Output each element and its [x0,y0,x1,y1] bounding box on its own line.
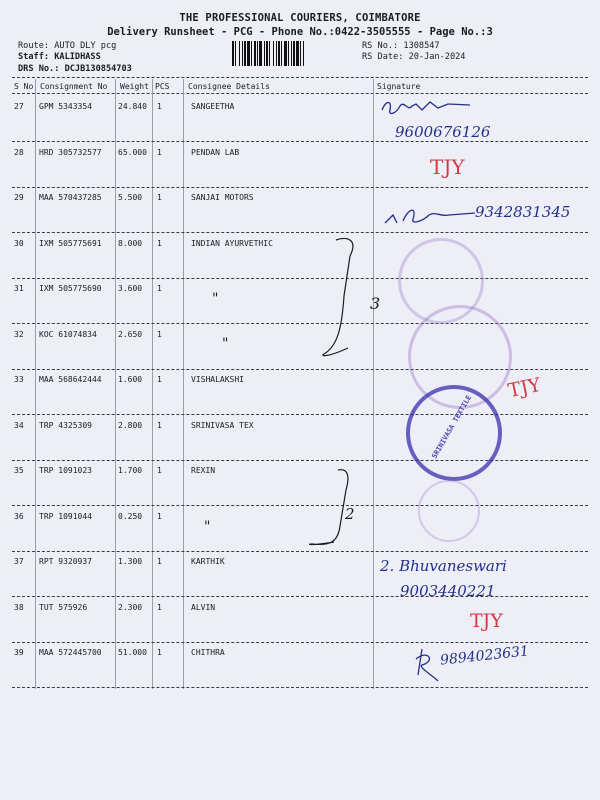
row-consignment-number: KOC 61074834 [39,330,97,339]
row-consignee: PENDAN LAB [191,148,240,157]
column-header-weight: Weight [120,82,149,91]
column-header-sno: S No [14,82,34,91]
row-divider [12,141,588,142]
row-divider [12,460,588,461]
row-divider [12,232,588,233]
signature-scribble-icon [412,645,442,685]
row-pcs: 1 [157,375,162,384]
row-sno: 35 [14,466,24,475]
handwritten-mark: 2 [345,505,355,523]
row-divider [12,278,588,279]
row-sno: 30 [14,239,24,248]
row-pcs: 1 [157,284,162,293]
route: Route: AUTO DLY pcg [18,41,117,51]
header-rule-bottom [12,93,588,94]
row-consignee: ALVIN [191,603,216,612]
row-consignment-number: TUT 575926 [39,603,88,612]
staff: Staff: KALIDHASS [18,52,101,62]
column-divider [115,79,116,689]
row-sno: 32 [14,330,24,339]
row-sno: 29 [14,193,24,202]
drs-number: DRS No.: DCJB130854703 [18,64,132,74]
row-weight: 1.700 [118,466,143,475]
handwritten-name: 2. Bhuvaneswari [380,557,507,575]
ditto-mark: " [204,519,211,535]
ditto-mark: " [212,291,219,307]
row-weight: 24.840 [118,102,147,111]
row-pcs: 1 [157,148,162,157]
row-consignee: KARTHIK [191,557,225,566]
column-divider [152,79,153,689]
row-divider [12,596,588,597]
column-header-consignee: Consignee Details [188,82,270,91]
column-divider [373,79,374,689]
row-consignment-number: HRD 305732577 [39,148,102,157]
row-sno: 38 [14,603,24,612]
row-sno: 27 [14,102,24,111]
row-divider [12,323,588,324]
row-weight: 2.800 [118,421,143,430]
row-consignee: INDIAN AYURVETHIC [191,239,273,248]
row-pcs: 1 [157,648,162,657]
row-sno: 39 [14,648,24,657]
row-pcs: 1 [157,512,162,521]
rs-number: RS No.: 1308547 [362,41,440,51]
row-consignee: CHITHRA [191,648,225,657]
row-consignment-number: IXM 505775690 [39,284,102,293]
row-divider [12,642,588,643]
row-pcs: 1 [157,557,162,566]
row-weight: 5.500 [118,193,143,202]
row-consignee: SRINIVASA TEX [191,421,254,430]
row-consignment-number: TRP 1091044 [39,512,92,521]
row-pcs: 1 [157,102,162,111]
row-weight: 8.000 [118,239,143,248]
bracket-mark-icon [300,466,370,550]
row-consignment-number: RPT 9320937 [39,557,92,566]
row-sno: 36 [14,512,24,521]
handwritten-initials: TJY [430,155,465,179]
row-weight: 51.000 [118,648,147,657]
row-consignment-number: MAA 572445700 [39,648,102,657]
row-consignment-number: MAA 568642444 [39,375,102,384]
row-weight: 1.600 [118,375,143,384]
row-consignee: VISHALAKSHI [191,375,244,384]
signature-scribble [383,205,478,232]
handwritten-mark: 3 [370,294,381,313]
row-consignee: SANJAI MOTORS [191,193,254,202]
signature-scribble-icon [383,205,478,229]
row-weight: 3.600 [118,284,143,293]
row-weight: 1.300 [118,557,143,566]
srinivasa-stamp [406,385,502,481]
row-weight: 65.000 [118,148,147,157]
row-consignment-number: MAA 570437285 [39,193,102,202]
column-header-signature: Signature [377,82,421,91]
row-pcs: 1 [157,466,162,475]
row-divider [12,551,588,552]
round-stamp [418,480,480,542]
row-pcs: 1 [157,421,162,430]
column-divider [183,79,184,689]
row-divider [12,687,588,688]
column-divider [35,79,36,689]
row-weight: 2.300 [118,603,143,612]
signature-scribble [378,96,473,124]
column-header-pcs: PCS [155,82,170,91]
barcode [232,41,351,66]
signature-scribble [412,645,442,688]
row-consignment-number: TRP 4325309 [39,421,92,430]
runsheet-title: Delivery Runsheet - PCG - Phone No.:0422-3505555 - Page No.:3 [107,26,493,38]
column-header-consignment: Consignment No [40,82,108,91]
row-pcs: 1 [157,239,162,248]
company-name: THE PROFESSIONAL COURIERS, COIMBATORE [179,12,421,24]
row-consignment-number: TRP 1091023 [39,466,92,475]
signature-scribble-icon [378,96,473,120]
row-sno: 34 [14,421,24,430]
row-weight: 0.250 [118,512,143,521]
row-pcs: 1 [157,193,162,202]
handwritten-phone: 9342831345 [475,203,571,221]
row-weight: 2.650 [118,330,143,339]
stamp-text: SRINIVASA TEXTILE [430,393,474,461]
handwritten-phone: 9894023631 [439,643,530,669]
row-consignee: REXIN [191,466,216,475]
row-sno: 31 [14,284,24,293]
row-consignment-number: GPM 5343354 [39,102,92,111]
bracket-mark-icon [318,236,396,360]
row-divider [12,187,588,188]
handwritten-phone: 9003440221 [400,582,496,600]
row-consignee: SANGEETHA [191,102,235,111]
row-consignment-number: IXM 505775691 [39,239,102,248]
row-sno: 33 [14,375,24,384]
handwritten-phone: 9600676126 [395,123,491,141]
rs-date: RS Date: 20-Jan-2024 [362,52,466,62]
row-sno: 37 [14,557,24,566]
row-divider [12,414,588,415]
row-pcs: 1 [157,603,162,612]
row-pcs: 1 [157,330,162,339]
ditto-mark: " [222,336,229,352]
row-sno: 28 [14,148,24,157]
header-rule-top [12,77,588,78]
handwritten-initials: TJY [506,373,543,403]
handwritten-initials: TJY [470,610,503,632]
